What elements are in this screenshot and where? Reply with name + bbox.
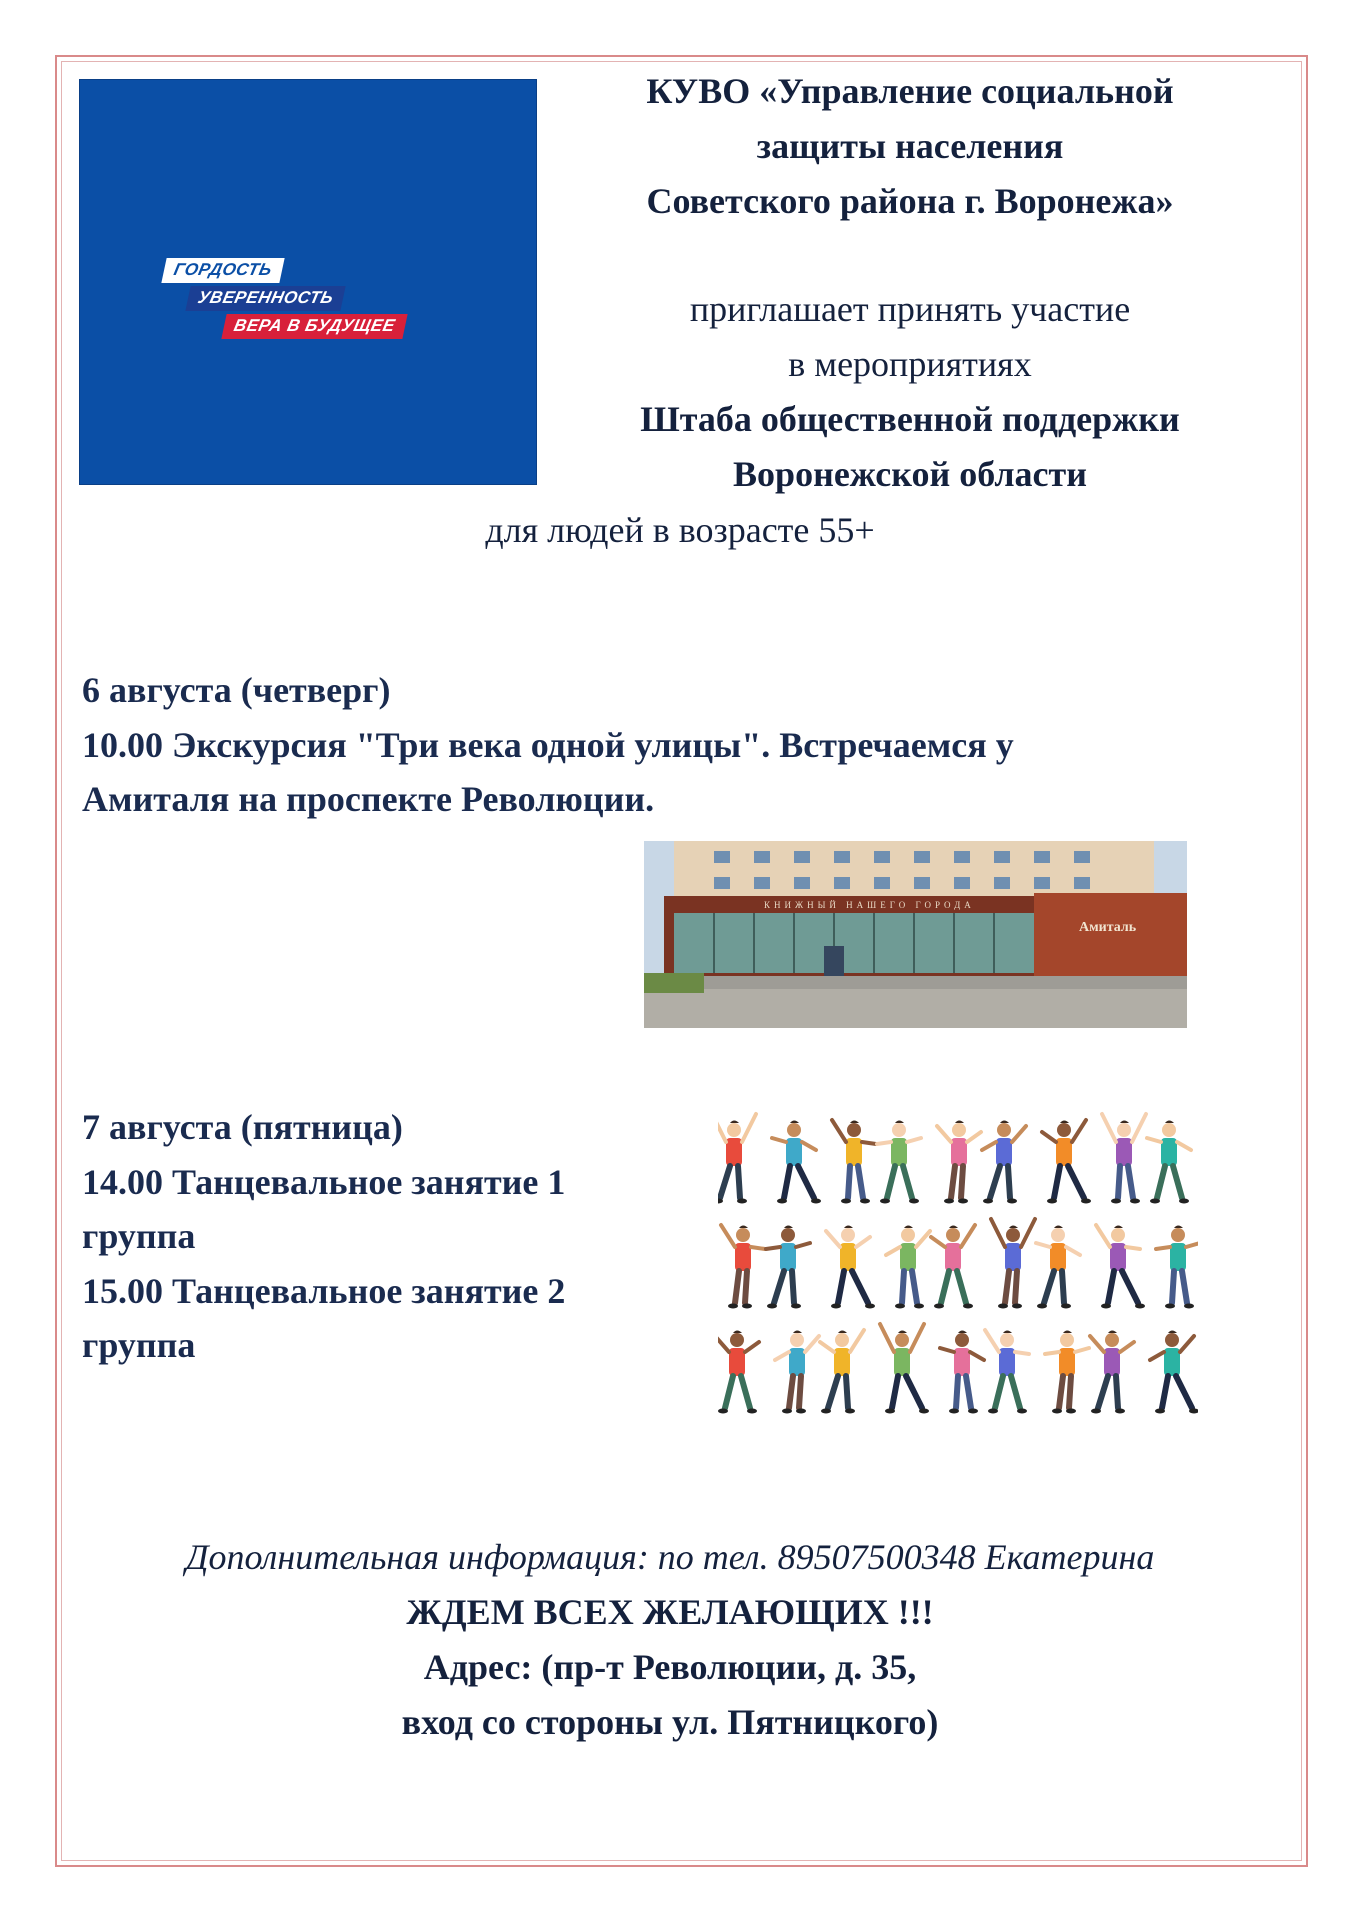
dancer-figure — [766, 1226, 810, 1309]
org-name-line-2: защиты населения — [756, 126, 1064, 166]
dancer-figure — [1045, 1331, 1089, 1414]
dancer-figure — [1150, 1331, 1198, 1414]
dancer-figure — [826, 1226, 875, 1309]
store-sign: Амиталь — [1079, 920, 1137, 935]
page-header — [560, 64, 1260, 502]
facade-text: КНИЖНЫЙ НАШЕГО ГОРОДА — [764, 900, 975, 910]
event-date: 6 августа (четверг) — [82, 670, 391, 710]
dancer-figure — [832, 1120, 876, 1204]
logo-line-faith: ВЕРА В БУДУЩЕЕ — [221, 314, 407, 339]
dancer-figure — [1156, 1226, 1198, 1309]
dancer-figure — [985, 1330, 1029, 1414]
event-date: 7 августа (пятница) — [82, 1107, 403, 1147]
dancer-figure — [1090, 1331, 1134, 1414]
dancer-figure — [820, 1330, 864, 1414]
dancer-figure — [937, 1121, 981, 1204]
dancer-figure — [886, 1226, 930, 1309]
contact-info: Дополнительная информация: по тел. 89507500348 Екатерина — [185, 1537, 1155, 1577]
dancer-figure — [991, 1219, 1035, 1309]
org-name-line-3: Советского района г. Воронежа» — [646, 181, 1174, 221]
dancer-figure — [1147, 1121, 1191, 1204]
dancer-figure — [982, 1121, 1026, 1204]
dancer-figure — [931, 1225, 975, 1309]
event-line: 14.00 Танцевальное занятие 1 — [82, 1161, 566, 1202]
hq-line-1: Штаба общественной поддержки — [640, 399, 1180, 439]
dancer-figure — [721, 1225, 765, 1309]
logo-line-pride: ГОРДОСТЬ — [161, 258, 284, 283]
event-dance — [82, 1100, 682, 1373]
org-name-line-1: КУВО «Управление социальной — [646, 71, 1174, 111]
event-line: 10.00 Экскурсия "Три века одной улицы". Встречаемся у — [82, 724, 1014, 765]
dancer-figure — [775, 1331, 819, 1414]
invitation-call: ЖДЕМ ВСЕХ ЖЕЛАЮЩИХ !!! — [406, 1592, 934, 1632]
campaign-logo — [79, 79, 537, 485]
address-line-2: вход со стороны ул. Пятницкого) — [401, 1702, 939, 1742]
dancer-figure — [877, 1121, 921, 1204]
dancer-figure — [940, 1331, 984, 1414]
hq-line-2: Воронежской области — [733, 454, 1087, 494]
age-line: для людей в возрасте 55+ — [485, 510, 875, 550]
dancer-figure — [1096, 1225, 1145, 1309]
dancer-figure — [718, 1331, 759, 1414]
dancer-figure — [1102, 1114, 1146, 1204]
address-line-1: Адрес: (пр-т Революции, д. 35, — [423, 1647, 917, 1687]
event-line: Амиталя на проспекте Революции. — [82, 779, 655, 819]
logo-line-confidence: УВЕРЕННОСТЬ — [185, 286, 345, 311]
dancer-figure — [880, 1324, 929, 1414]
event-line: группа — [82, 1325, 196, 1365]
invite-line-1: приглашает принять участие — [689, 289, 1131, 329]
invite-line-2: в мероприятиях — [788, 344, 1032, 384]
event-line: группа — [82, 1216, 196, 1256]
event-excursion — [82, 663, 1222, 827]
dancer-figure — [1036, 1226, 1080, 1309]
amital-store-photo — [644, 841, 1187, 1028]
dancer-figure — [1042, 1120, 1091, 1204]
dancer-figure — [772, 1121, 821, 1204]
dancers-illustration — [718, 1110, 1198, 1430]
event-line: 15.00 Танцевальное занятие 2 — [82, 1270, 566, 1311]
page-footer — [80, 1530, 1260, 1750]
dancer-figure — [718, 1114, 756, 1204]
